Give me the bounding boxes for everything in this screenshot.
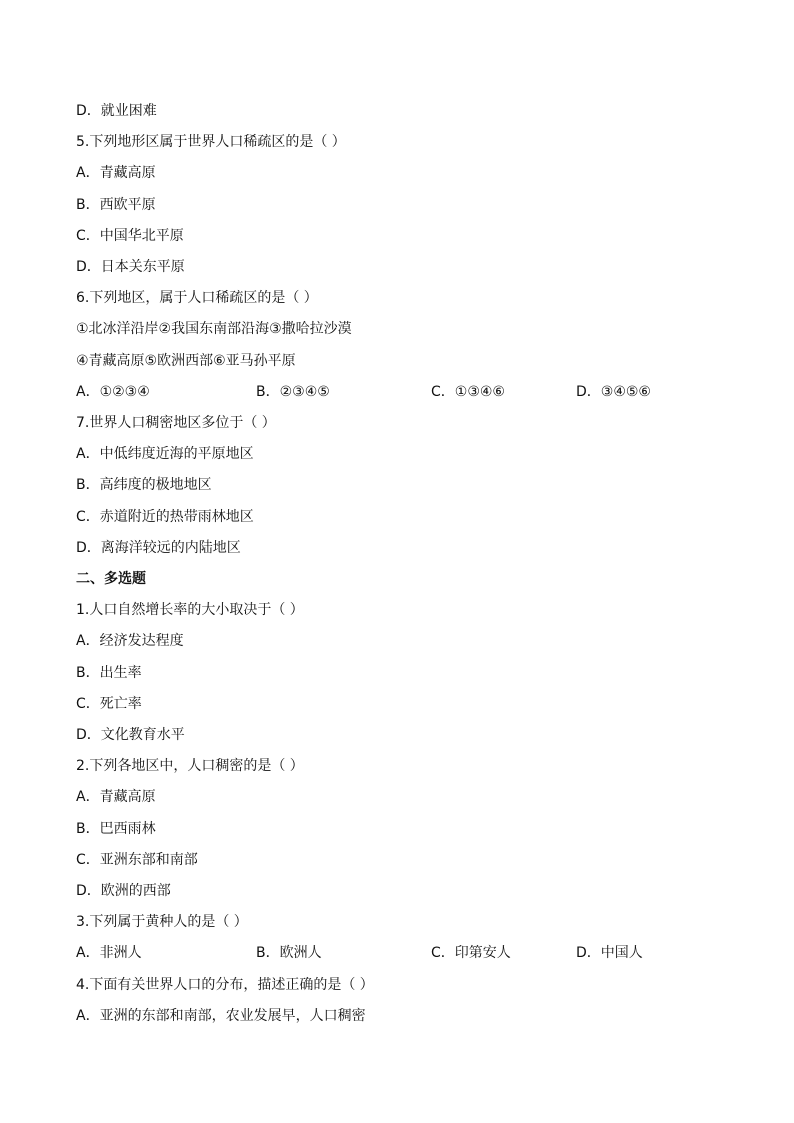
q5-option-a: A．青藏高原 (76, 165, 156, 181)
q5-option-b: B．西欧平原 (76, 197, 156, 213)
mc3-option-a: A．非洲人 (76, 945, 142, 961)
mc1-option-a: A．经济发达程度 (76, 633, 184, 649)
mc2-option-a: A．青藏高原 (76, 789, 156, 805)
mc-question-3: 3.下列属于黄种人的是（ ） (76, 914, 248, 930)
q5-option-c: C．中国华北平原 (76, 228, 184, 244)
q7-option-d: D．离海洋较远的内陆地区 (76, 540, 241, 556)
mc3-option-d: D．中国人 (576, 945, 643, 961)
mc-question-4: 4.下面有关世界人口的分布，描述正确的是（ ） (76, 977, 374, 993)
question-6: 6.下列地区，属于人口稀疏区的是（ ） (76, 290, 318, 306)
q4-option-d: D．就业困难 (76, 103, 157, 119)
mc1-option-c: C．死亡率 (76, 696, 142, 712)
mc2-option-b: B．巴西雨林 (76, 821, 156, 837)
q5-option-d: D．日本关东平原 (76, 259, 185, 275)
q6-option-c: C．①③④⑥ (431, 384, 505, 400)
question-5: 5.下列地形区属于世界人口稀疏区的是（ ） (76, 134, 346, 150)
q7-option-c: C．赤道附近的热带雨林地区 (76, 509, 254, 525)
section-heading: 二、多选题 (76, 571, 146, 587)
mc1-option-b: B．出生率 (76, 665, 142, 681)
mc-question-1: 1.人口自然增长率的大小取决于（ ） (76, 602, 304, 618)
q6-option-d: D．③④⑤⑥ (576, 384, 651, 400)
q7-option-a: A．中低纬度近海的平原地区 (76, 446, 254, 462)
mc4-option-a: A．亚洲的东部和南部，农业发展早，人口稠密 (76, 1008, 366, 1024)
mc2-option-c: C．亚洲东部和南部 (76, 852, 198, 868)
mc3-option-b: B．欧洲人 (256, 945, 322, 961)
mc-question-2: 2.下列各地区中，人口稠密的是（ ） (76, 758, 304, 774)
mc3-option-c: C．印第安人 (431, 945, 511, 961)
q6-option-b: B．②③④⑤ (256, 384, 330, 400)
q7-option-b: B．高纬度的极地地区 (76, 477, 212, 493)
q6-items-line-1: ①北冰洋沿岸②我国东南部沿海③撒哈拉沙漠 (76, 321, 352, 337)
q6-option-a: A．①②③④ (76, 384, 150, 400)
q6-items-line-2: ④青藏高原⑤欧洲西部⑥亚马孙平原 (76, 353, 296, 369)
mc2-option-d: D．欧洲的西部 (76, 883, 171, 899)
mc1-option-d: D．文化教育水平 (76, 727, 185, 743)
question-7: 7.世界人口稠密地区多位于（ ） (76, 415, 276, 431)
